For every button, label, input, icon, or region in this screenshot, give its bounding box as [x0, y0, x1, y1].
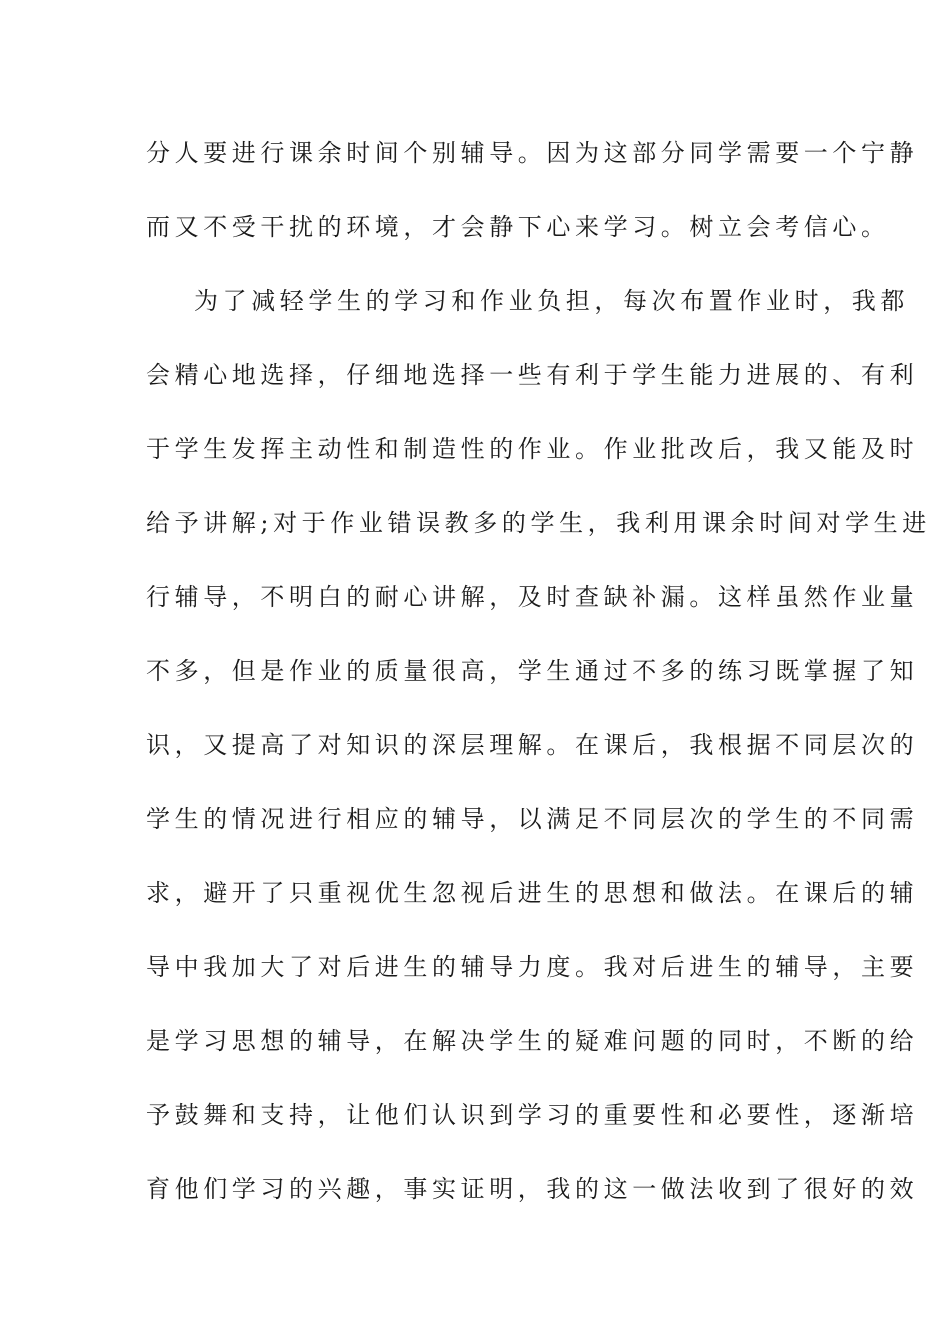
text-line-13: 是学习思想的辅导，在解决学生的疑难问题的同时，不断的给	[146, 1027, 919, 1055]
text-line-4: 会精心地选择，仔细地选择一些有利于学生能力进展的、有利	[146, 361, 919, 389]
text-line-8: 不多，但是作业的质量很高，学生通过不多的练习既掌握了知	[146, 657, 919, 685]
text-line-15: 育他们学习的兴趣，事实证明，我的这一做法收到了很好的效	[146, 1175, 919, 1203]
text-line-7: 行辅导，不明白的耐心讲解，及时查缺补漏。这样虽然作业量	[146, 583, 919, 611]
text-line-1: 分人要进行课余时间个别辅导。因为这部分同学需要一个宁静	[146, 139, 919, 167]
text-line-5: 于学生发挥主动性和制造性的作业。作业批改后，我又能及时	[146, 435, 919, 463]
text-line-14: 予鼓舞和支持，让他们认识到学习的重要性和必要性，逐渐培	[146, 1101, 919, 1129]
text-line-11: 求，避开了只重视优生忽视后进生的思想和做法。在课后的辅	[146, 879, 919, 907]
paragraph-first-line: 为了减轻学生的学习和作业负担，每次布置作业时，我都	[194, 287, 909, 315]
text-line-10: 学生的情况进行相应的辅导，以满足不同层次的学生的不同需	[146, 805, 919, 833]
text-line-2: 而又不受干扰的环境，才会静下心来学习。树立会考信心。	[146, 213, 890, 241]
text-line-12: 导中我加大了对后进生的辅导力度。我对后进生的辅导，主要	[146, 953, 919, 981]
text-line-9: 识，又提高了对知识的深层理解。在课后，我根据不同层次的	[146, 731, 919, 759]
text-line-6: 给予讲解;对于作业错误教多的学生，我利用课余时间对学生进	[146, 509, 931, 537]
